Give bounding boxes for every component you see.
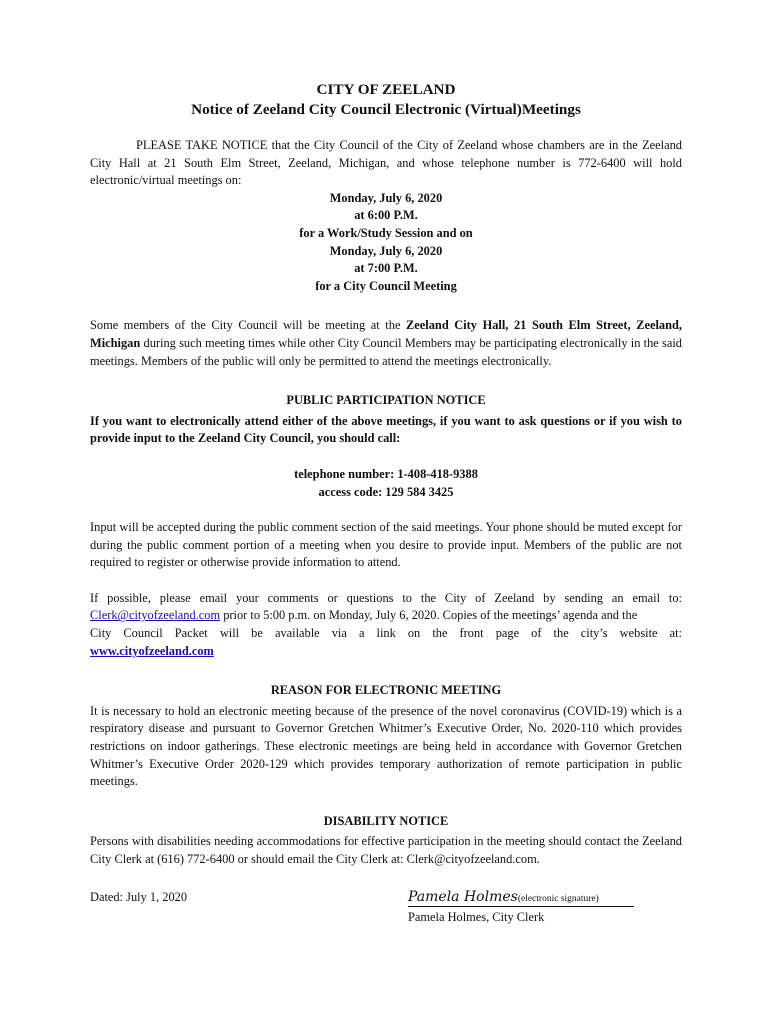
reason-heading: REASON FOR ELECTRONIC MEETING (270, 683, 502, 698)
reason-paragraph: It is necessary to hold an electronic meeting because of the presence of the novel coronavirus (COVID-19) which is a respiratory disease and pursuant to Governor Gretchen Whitmer’s Executive Order, No. 2020-110 which provides restrictions on indoor gatherings. These electronic meetings are being held in accordance with Governor Gretchen Whitmer’s Executive Order 2020-129 which provides temporary authorization of remote participation in public meetings. (90, 703, 682, 789)
participation-heading: PUBLIC PARTICIPATION NOTICE (286, 393, 486, 408)
email-line: If possible, please email your comments or questions to the City of Zeeland by sending an email to: (90, 590, 682, 605)
electronic-signature: Pamela Holmes (408, 888, 518, 905)
clerk-email-link[interactable]: Clerk@cityofzeeland.com (90, 608, 221, 623)
access-code: access code: 129 584 3425 (318, 484, 454, 499)
signature-note: (electronic signature) (517, 893, 599, 904)
participation-instruction: If you want to electronically attend either of the above meetings, if you want to ask questions or if you wish to provide input to the Zeeland City Council, you should call: (90, 413, 682, 446)
email-paragraph (90, 590, 682, 660)
call-in-details (90, 466, 682, 501)
schedule-line: at 7:00 P.M. (354, 261, 418, 276)
disability-heading: DISABILITY NOTICE (323, 813, 449, 828)
location-address: Zeeland City Hall, 21 South Elm Street, Zeeland, Michigan (90, 318, 683, 350)
schedule-line: at 6:00 P.M. (354, 208, 418, 223)
city-heading: CITY OF ZEELAND (316, 81, 456, 98)
email-deadline-text: prior to 5:00 p.m. on Monday, July 6, 2020. Copies of the meetings’ agenda and the (220, 608, 638, 623)
schedule-line: for a City Council Meeting (315, 278, 457, 293)
meeting-schedule (90, 190, 682, 296)
schedule-line: Monday, July 6, 2020 (329, 190, 443, 205)
notice-document (90, 80, 682, 929)
packet-line: City Council Packet will be available via a link on the front page of the city’s website at: (90, 626, 682, 641)
location-text-post: during such meeting times while other City Council Members may be participating electronically in the said meetings. Members of the public will only be permitted to attend the meetings electronically. (90, 335, 682, 368)
website-link[interactable]: www.cityofzeeland.com (90, 643, 214, 658)
signature-block (90, 889, 682, 929)
schedule-line: for a Work/Study Session and on (299, 225, 473, 240)
schedule-line: Monday, July 6, 2020 (329, 243, 443, 258)
location-paragraph (90, 317, 682, 370)
location-text-pre: Some members of the City Council will be meeting at the (90, 318, 407, 333)
disability-paragraph: Persons with disabilities needing accommodations for effective participation in the meeting should contact the Zeeland City Clerk at (616) 772-6400 or should email the City Clerk at: Clerk@cityofzeeland.com. (90, 834, 682, 866)
notice-title: Notice of Zeeland City Council Electronic (Virtual)Meetings (191, 101, 581, 118)
input-paragraph: Input will be accepted during the public comment section of the said meetings. Your phone should be muted except for during the public comment portion of a meeting when you desire to provide input. Members of the public are not required to register or otherwise provide information to attend. (90, 520, 682, 570)
email-line-2 (90, 607, 682, 625)
intro-paragraph: PLEASE TAKE NOTICE that the City Council of the City of Zeeland whose chambers are in the Zeeland City Hall at 21 South Elm Street, Zeeland, Michigan, and whose telephone number is 772-6400 will hold electronic/virtual meetings on: (90, 138, 682, 188)
dated-text: Dated: July 1, 2020 (90, 889, 188, 904)
telephone-number: telephone number: 1-408-418-9388 (294, 466, 478, 481)
website-line (90, 643, 682, 661)
clerk-name: Pamela Holmes, City Clerk (408, 909, 545, 924)
signature-line (408, 889, 634, 907)
